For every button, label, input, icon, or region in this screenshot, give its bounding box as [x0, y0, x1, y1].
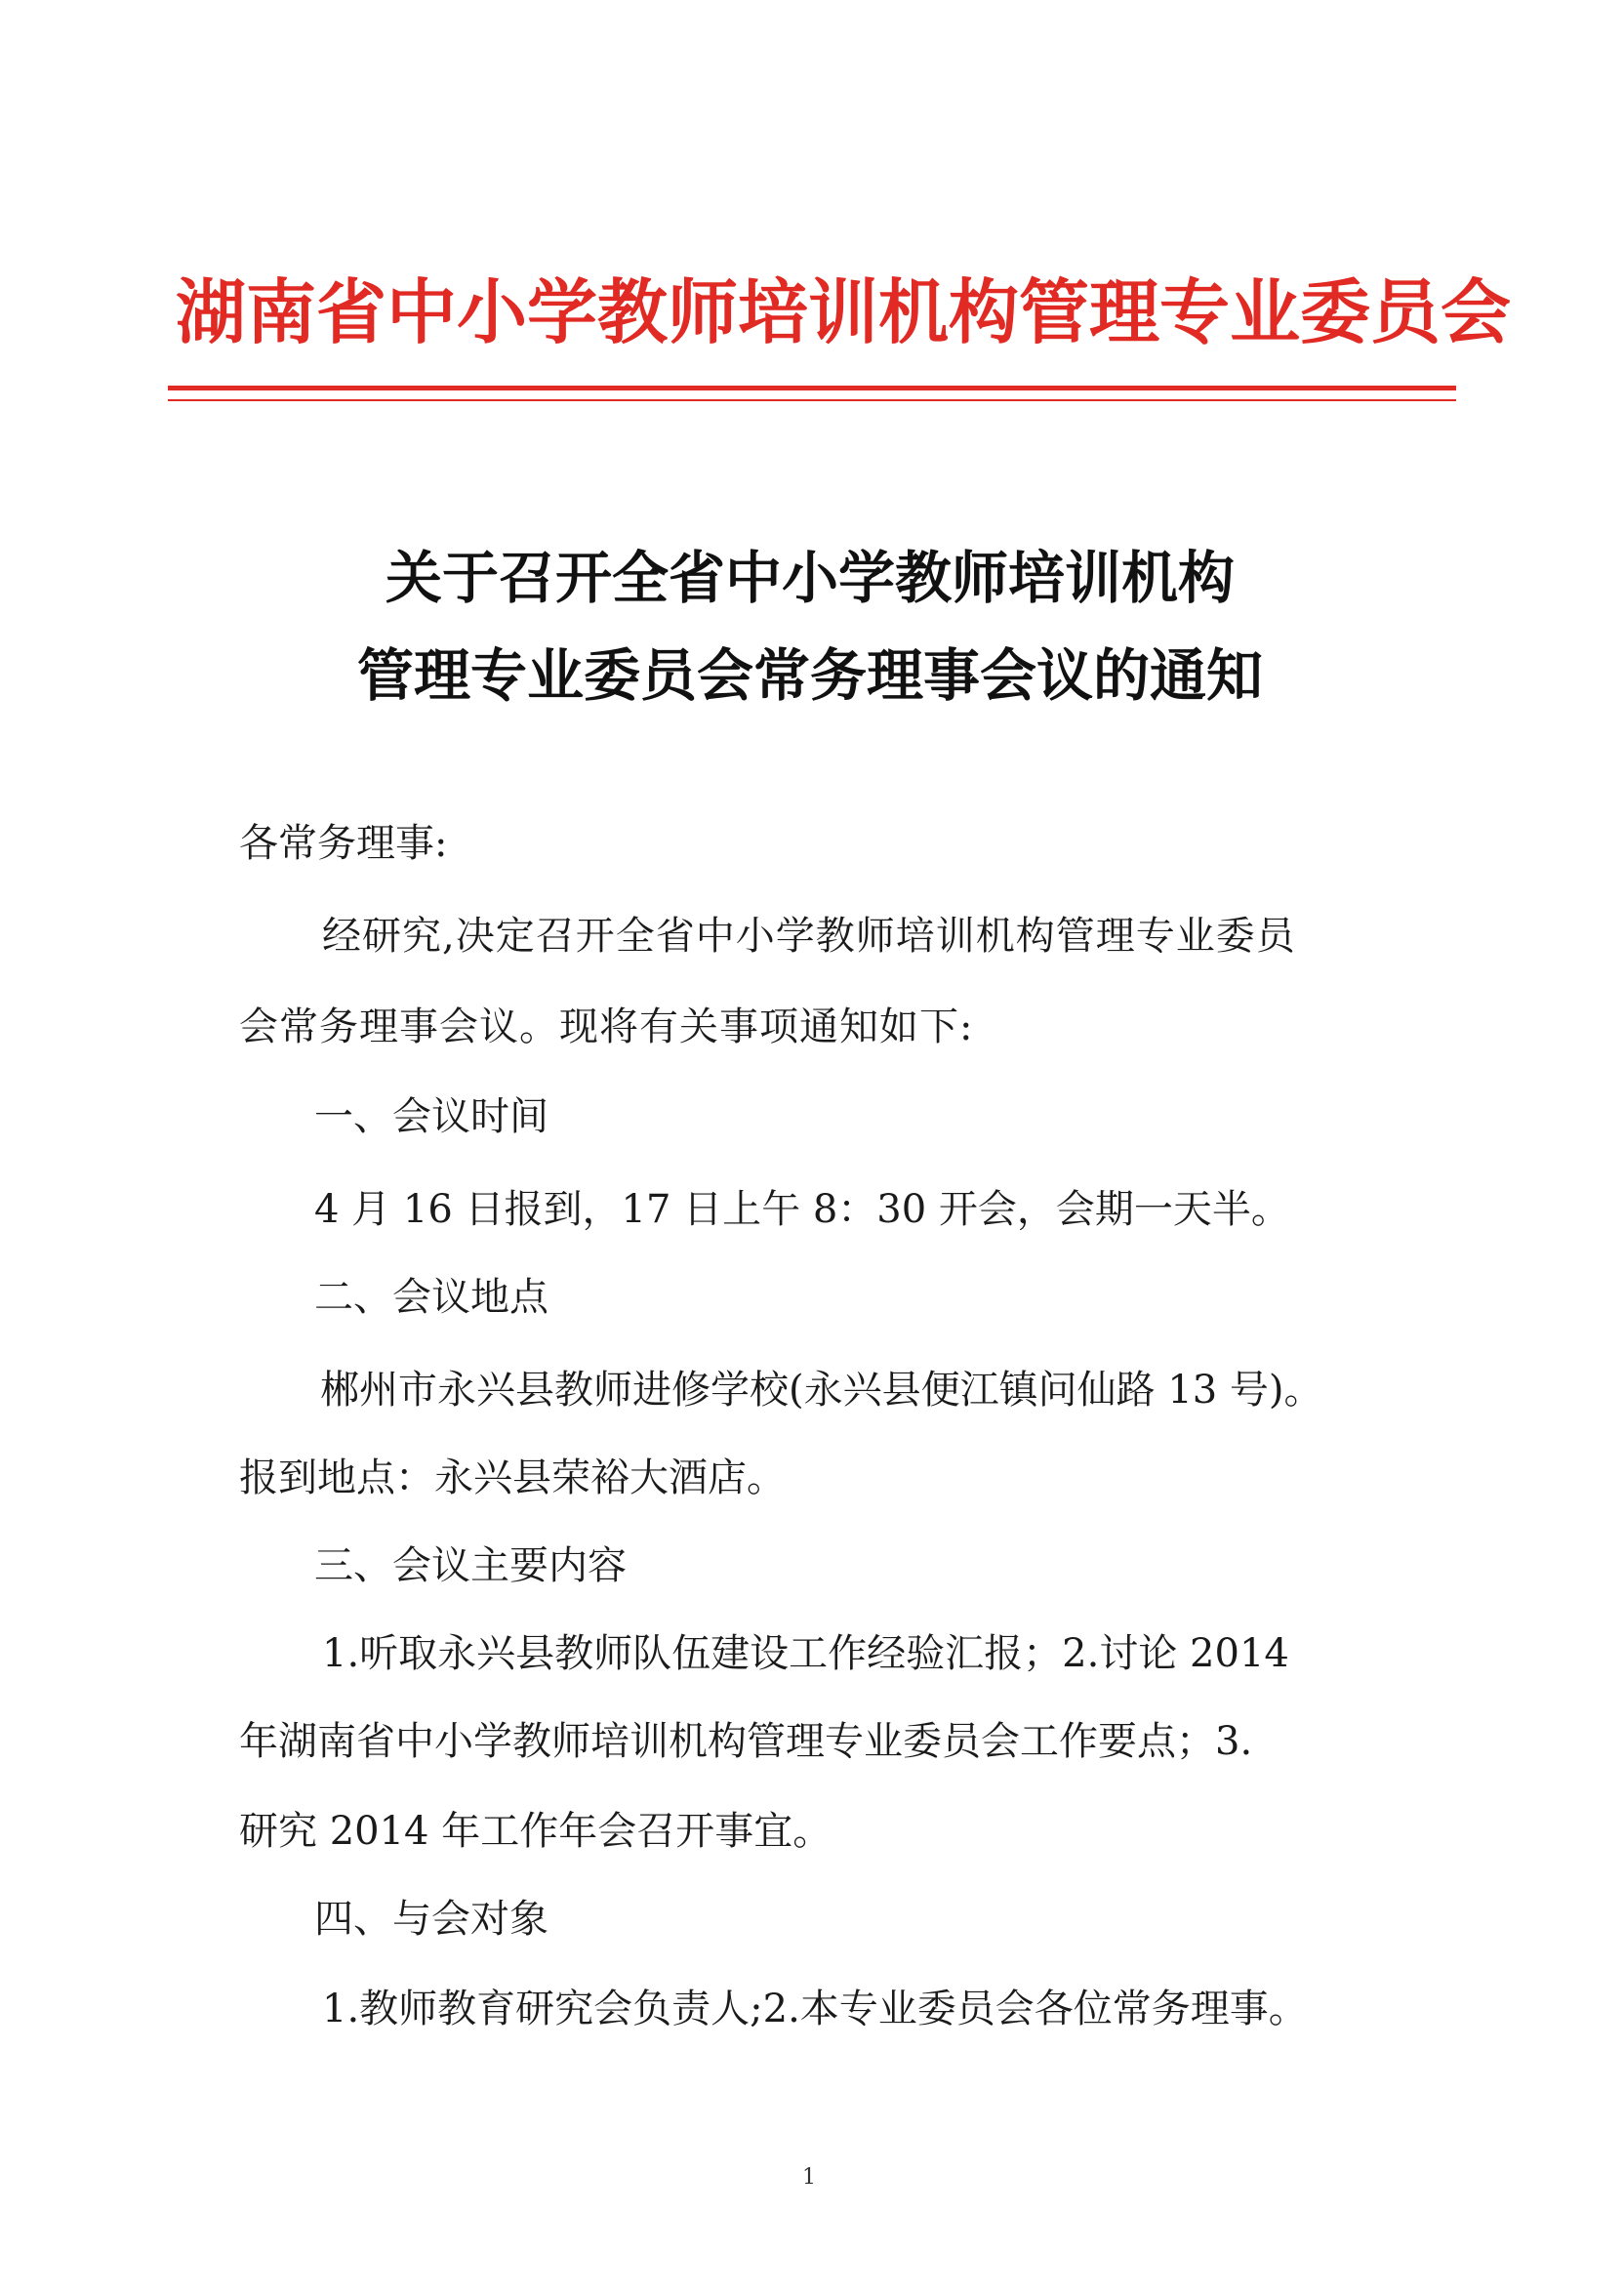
intro-line-2: 会常务理事会议。现将有关事项通知如下:: [239, 1004, 974, 1049]
intro-line-1: 经研究,决定召开全省中小学教师培训机构管理专业委员: [322, 914, 1296, 959]
section-content-line-1: 1.听取永兴县教师队伍建设工作经验汇报；2.讨论 2014: [322, 1631, 1289, 1676]
section-time-text: 4 月 16 日报到，17 日上午 8：30 开会，会期一天半。: [314, 1187, 1290, 1232]
page-number: 1: [802, 2165, 816, 2190]
section-content-line-3: 研究 2014 年工作年会召开事宜。: [239, 1809, 832, 1854]
section-content-heading: 三、会议主要内容: [314, 1543, 627, 1588]
section-location-heading: 二、会议地点: [314, 1275, 548, 1320]
notice-title-line-1: 关于召开全省中小学教师培训机构: [385, 545, 1235, 611]
header-rule-thin: [168, 399, 1456, 401]
notice-title-line-2: 管理专业委员会常务理事会议的通知: [356, 642, 1263, 709]
section-location-text-1: 郴州市永兴县教师进修学校(永兴县便江镇问仙路 13 号)。: [320, 1368, 1323, 1413]
section-attendees-heading: 四、与会对象: [314, 1897, 548, 1942]
section-attendees-text: 1.教师教育研究会负责人;2.本专业委员会各位常务理事。: [322, 1987, 1308, 2031]
salutation: 各常务理事:: [239, 821, 448, 866]
section-time-heading: 一、会议时间: [314, 1094, 548, 1139]
section-content-line-2: 年湖南省中小学教师培训机构管理专业委员会工作要点；3.: [239, 1719, 1253, 1764]
org-header: 湖南省中小学教师培训机构管理专业委员会: [176, 271, 1512, 353]
section-location-text-2: 报到地点：永兴县荣裕大酒店。: [239, 1456, 786, 1500]
header-rule-thick: [168, 386, 1456, 390]
